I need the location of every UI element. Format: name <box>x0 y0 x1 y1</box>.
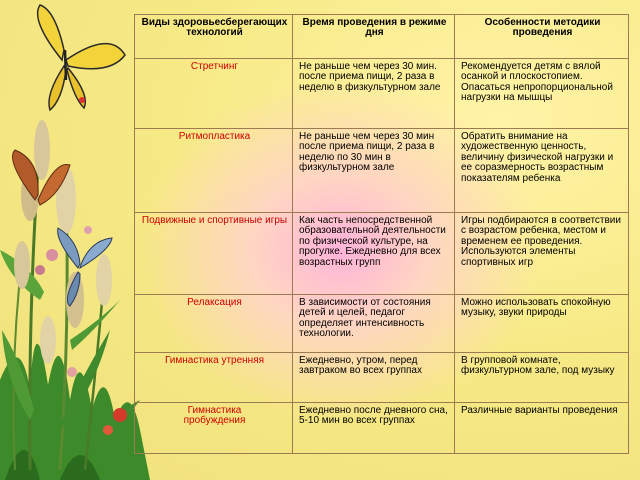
header-time-of-day: Время проведения в режиме дня <box>293 15 455 59</box>
table-row <box>135 295 629 353</box>
technology-feature: В групповой комнате, физкультурном зале, под музыку <box>455 353 629 403</box>
technology-feature: Различные варианты проведения <box>455 403 629 454</box>
technology-feature: Игры подбираются в соответствии с возрастом ребенка, местом и временем ее проведения. Используются элементы спортивных игр <box>455 213 629 295</box>
technology-time: Не раньше чем через 30 мин. после приема пищи, 2 раза в неделю в физкультурном зале <box>293 59 455 129</box>
technology-name-line1: Гимнастика <box>187 405 242 416</box>
technology-time: В зависимости от состояния детей и целей, педагог определяет интенсивность технологии. <box>293 295 455 353</box>
health-technologies-table <box>134 14 629 454</box>
technology-name: Подвижные и спортивные игры <box>135 213 293 295</box>
technology-feature: Можно использовать спокойную музыку, звуки природы <box>455 295 629 353</box>
technology-time: Ежедневно, утром, перед завтраком во всех группах <box>293 353 455 403</box>
table-row <box>135 213 629 295</box>
header-technology-types: Виды здоровьесберегающих технологий <box>135 15 293 59</box>
table-row <box>135 403 629 454</box>
technology-name <box>135 403 293 454</box>
technology-feature: Рекомендуется детям с вялой осанкой и плоскостопием. Опасаться непропорциональной нагрузки на мышцы <box>455 59 629 129</box>
table-header-row <box>135 15 629 59</box>
table-row <box>135 59 629 129</box>
technology-time: Не раньше чем через 30 мин после приема пищи, 2 раза в неделю по 30 мин в физкультурном зале <box>293 129 455 213</box>
technology-time: Как часть непосредственной образовательной деятельности по физической культуре, на прогулке. Ежедневно для всех возрастных групп <box>293 213 455 295</box>
technology-name: Ритмопластика <box>135 129 293 213</box>
technology-name-line2: пробуждения <box>183 415 246 427</box>
butterfly-yellow-icon <box>38 5 125 110</box>
technology-feature: Обратить внимание на художественную ценность, величину физической нагрузки и ее соразмерность возрастным показателям ребенка <box>455 129 629 213</box>
butterflies-meadow-illustration <box>0 0 150 480</box>
table-row <box>135 129 629 213</box>
table-row <box>135 353 629 403</box>
technology-name: Стретчинг <box>135 59 293 129</box>
technology-name: Релаксация <box>135 295 293 353</box>
technology-time: Ежедневно после дневного сна, 5-10 мин во всех группах <box>293 403 455 454</box>
technology-name: Гимнастика утренняя <box>135 353 293 403</box>
header-method-features: Особенности методики проведения <box>455 15 629 59</box>
